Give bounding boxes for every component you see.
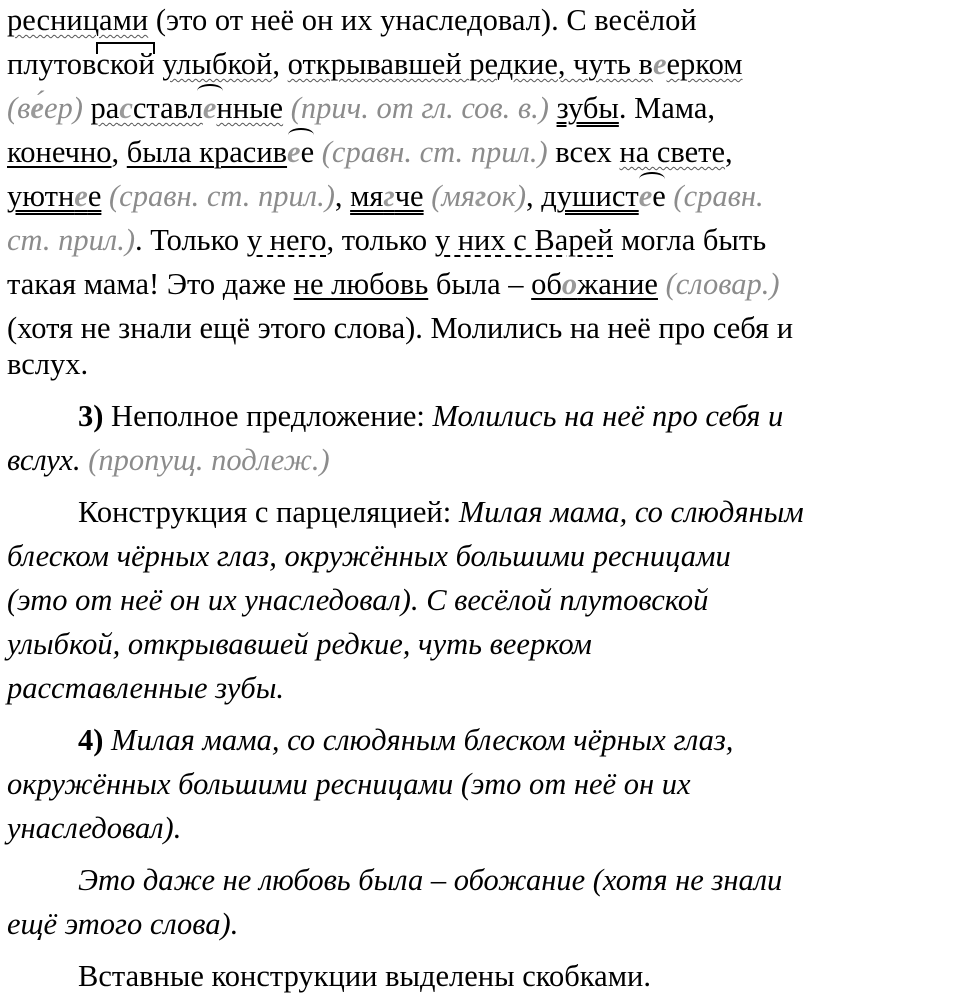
grammar-note: (сравн. ст. прил.) <box>321 135 548 169</box>
grammar-note: (сравн. ст. прил.) <box>109 179 335 213</box>
text-line-8: (хотя не знали ещё этого слова). Молились на неё про себя и <box>7 311 794 345</box>
word-konechno: конечно <box>7 135 112 169</box>
root-mark: ской <box>96 47 155 81</box>
grammar-note: (сравн. <box>673 179 764 213</box>
suffix-mark: ее <box>287 135 315 169</box>
section-3-line-1: 3) Неполное предложение: Молились на неё про себя и <box>78 399 784 433</box>
grammar-note: (мягок) <box>431 179 526 213</box>
parcel-line-4: улыбкой, открывавшей редкие, чуть веерком <box>7 627 592 661</box>
section-4-line-2: окружённых большими ресницами (это от неё он их <box>7 767 691 801</box>
grammar-note: (пропущ. подлеж.) <box>80 443 330 477</box>
adverbial: у них с Варей <box>434 223 614 257</box>
text-line-4: конечно, была красивее (сравн. ст. прил.) всех на свете, <box>7 135 733 169</box>
vowel-mark: е <box>287 135 301 169</box>
word-rasstavlennye: расставленные <box>90 91 284 125</box>
vowel-mark: е <box>74 179 88 213</box>
section-number: 4) <box>78 723 104 757</box>
text-line-6: ст. прил.). Только у него, только у них с Варей могла быть <box>7 223 767 257</box>
participial-phrase: открывавшей редкие, чуть в <box>287 47 653 81</box>
grammar-note: ст. прил.) <box>7 223 136 257</box>
circumstance: на свете <box>619 135 726 169</box>
text-line-2: плутовской улыбкой, открывавшей редкие, чуть веерком <box>7 47 743 81</box>
subject: не любовь <box>293 267 429 301</box>
vowel-mark: е <box>202 91 217 125</box>
subject: зубы <box>556 91 619 125</box>
text-line-3: (ве́ер) расставленные (прич. от гл. сов. в.) зубы. Мама, <box>7 91 716 125</box>
vowel-mark: с <box>119 91 133 125</box>
grammar-note: (словар.) <box>665 267 780 301</box>
vowel-mark: е <box>30 91 44 125</box>
text-line-7: такая мама! Это даже не любовь была – обожание (словар.) <box>7 267 780 301</box>
section-4-line-5: ещё этого слова). <box>7 907 239 941</box>
text-line-9: вслух. <box>7 347 89 381</box>
vowel-mark: о <box>561 267 578 301</box>
vowel-mark: е <box>652 47 667 81</box>
section-4-line-3: унаследовал). <box>7 811 182 845</box>
word-resnitsami: ресницами <box>7 3 149 37</box>
section-4-line-6: Вставные конструкции выделены скобками. <box>78 959 651 993</box>
parcel-line-3: (это от неё он их унаследовал). С весёлой плутовской <box>7 583 709 617</box>
adverbial: у него <box>246 223 327 257</box>
section-4-line-1: 4) Милая мама, со слюдяным блеском чёрных глаз, <box>78 723 734 757</box>
vowel-mark: е <box>638 179 653 213</box>
word-ulybkoi: улыбкой <box>162 47 273 81</box>
section-3-line-2: вслух. (пропущ. подлеж.) <box>7 443 330 477</box>
parcel-line-1: Конструкция с парцеляцией: Милая мама, со слюдяным <box>78 495 804 529</box>
section-number: 3) <box>78 399 104 433</box>
parcel-line-5: расставленные зубы. <box>7 671 284 705</box>
vowel-mark: г <box>383 179 395 213</box>
predicate: душистее <box>541 179 666 213</box>
predicate: мягче <box>350 179 424 213</box>
section-4-line-4: Это даже не любовь была – обожание (хотя не знали <box>78 863 783 897</box>
predicate: уютнее <box>7 179 102 213</box>
predicate: обожание <box>531 267 658 301</box>
parcel-line-2: блеском чёрных глаз, окружённых большими ресницами <box>7 539 731 573</box>
text-line-5: уютнее (сравн. ст. прил.), мягче (мягок), душистее (сравн. <box>7 179 764 213</box>
text-line-1: ресницами (это от неё он их унаследовал). С весёлой <box>7 3 697 37</box>
predicate: была красивее <box>126 135 315 169</box>
suffix-mark: ее <box>638 179 666 213</box>
grammar-note: (прич. от гл. сов. в.) <box>290 91 549 125</box>
